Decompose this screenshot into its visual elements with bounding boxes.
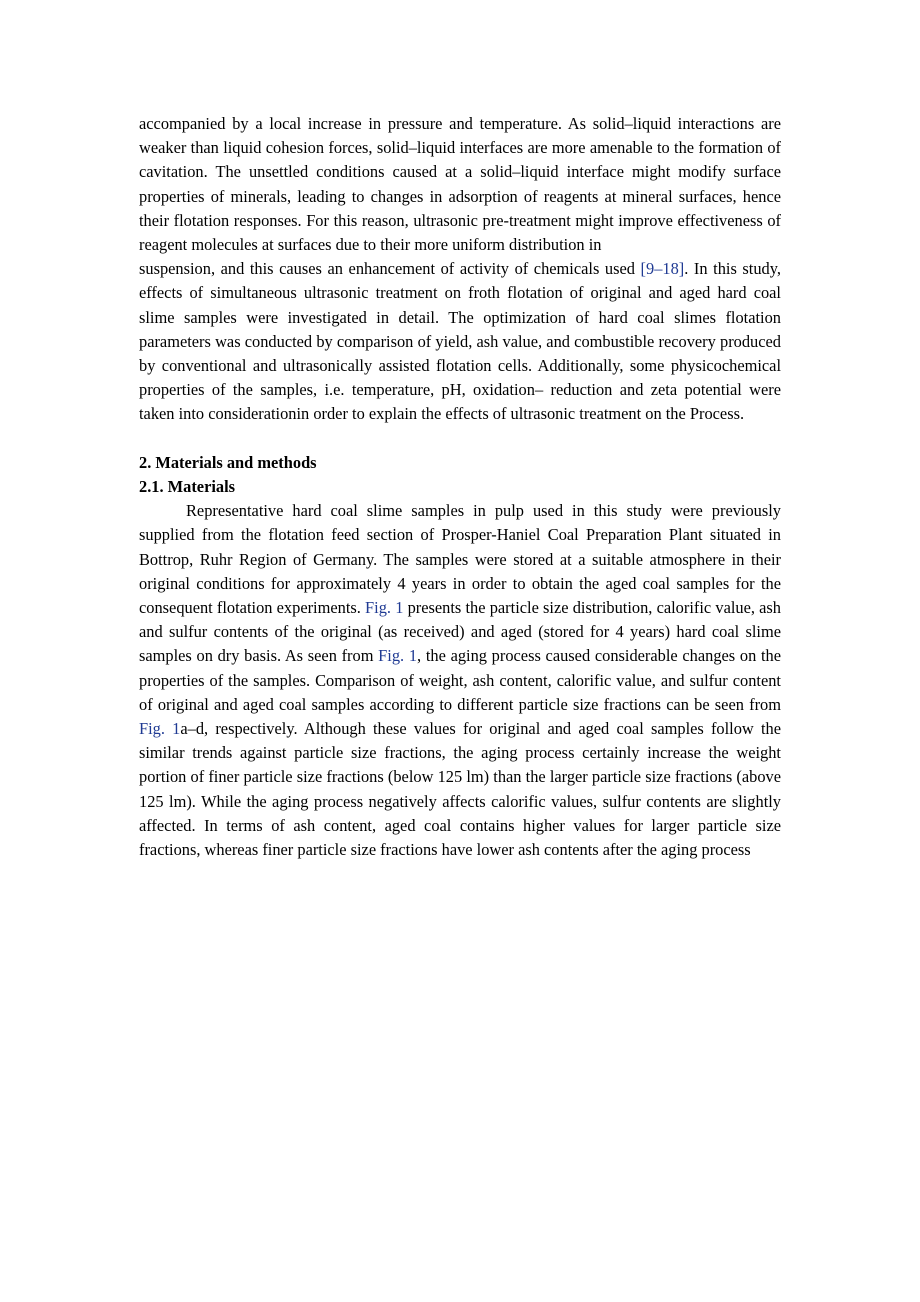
materials-text-2: presents the particle size distribution, calorific value, ash and sulfur contents of the original (as received) and aged (stored for 4 years) hard coal slime samples on dry basis. As seen from [139, 598, 782, 666]
materials-text-3: , the aging process caused considerable changes on the properties of the samples. Comparison of weight, ash content, calorific value, and sulfur content of original and aged coal samples according to different particle size fractions can be seen from [139, 646, 781, 714]
section-heading: 2. Materials and methods [139, 452, 317, 472]
materials-paragraph [139, 499, 781, 862]
intro-text-b: . In this study, effects of simultaneous ultrasonic treatment on froth flotation of original and aged hard coal slime samples were investigated in detail. The optimization of hard coal slimes flotation parameters was conducted by comparison of yield, ash value, and combustible recovery produced by conventional and ultrasonically assisted flotation cells. Additionally, some physicochemical properties of the samples, i.e. temperature, pH, oxidation– reduction and zeta potential were taken into considerationin order to explain the effects of ultrasonic treatment on the Process. [139, 259, 781, 424]
citation-link[interactable]: [9–18] [640, 259, 685, 279]
figure-link-3[interactable]: Fig. 1 [139, 719, 181, 739]
section-spacer [139, 427, 781, 451]
intro-paragraph-2 [139, 257, 781, 426]
intro-paragraph-1: accompanied by a local increase in pressure and temperature. As solid–liquid interactions are weaker than liquid cohesion forces, solid–liquid interfaces are more amenable to the formation of cavitation. The unsettled conditions caused at a solid–liquid interface might modify surface properties of minerals, leading to changes in adsorption of reagents at mineral surfaces, hence their flotation responses. For this reason, ultrasonic pre-treatment might improve effectiveness of reagent molecules at surfaces due to their more uniform distribution in [139, 114, 781, 255]
materials-text-4: a–d, respectively. Although these values for original and aged coal samples follow the similar trends against particle size fractions, the aging process certainly increase the weight portion of finer particle size fractions (below 125 lm) than the larger particle size fractions (above 125 lm). While the aging process negatively affects calorific values, sulfur contents are slightly affected. In terms of ash content, aged coal contains higher values for larger particle size fractions, whereas finer particle size fractions have lower ash contents after the aging process [139, 719, 781, 860]
intro-text-a: suspension, and this causes an enhancement of activity of chemicals used [139, 259, 641, 279]
materials-text-1: Representative hard coal slime samples in pulp used in this study were previously supplied from the flotation feed section of Prosper-Haniel Coal Preparation Plant situated in Bottrop, Ruhr Region of Germany. The samples were stored at a suitable atmosphere in their original conditions for approximately 4 years in order to obtain the aged coal samples for the consequent flotation experiments. [139, 501, 781, 618]
subsection-heading: 2.1. Materials [139, 477, 236, 497]
paper-page [139, 112, 781, 862]
figure-link-1[interactable]: Fig. 1 [365, 598, 404, 618]
figure-link-2[interactable]: Fig. 1 [378, 646, 418, 666]
